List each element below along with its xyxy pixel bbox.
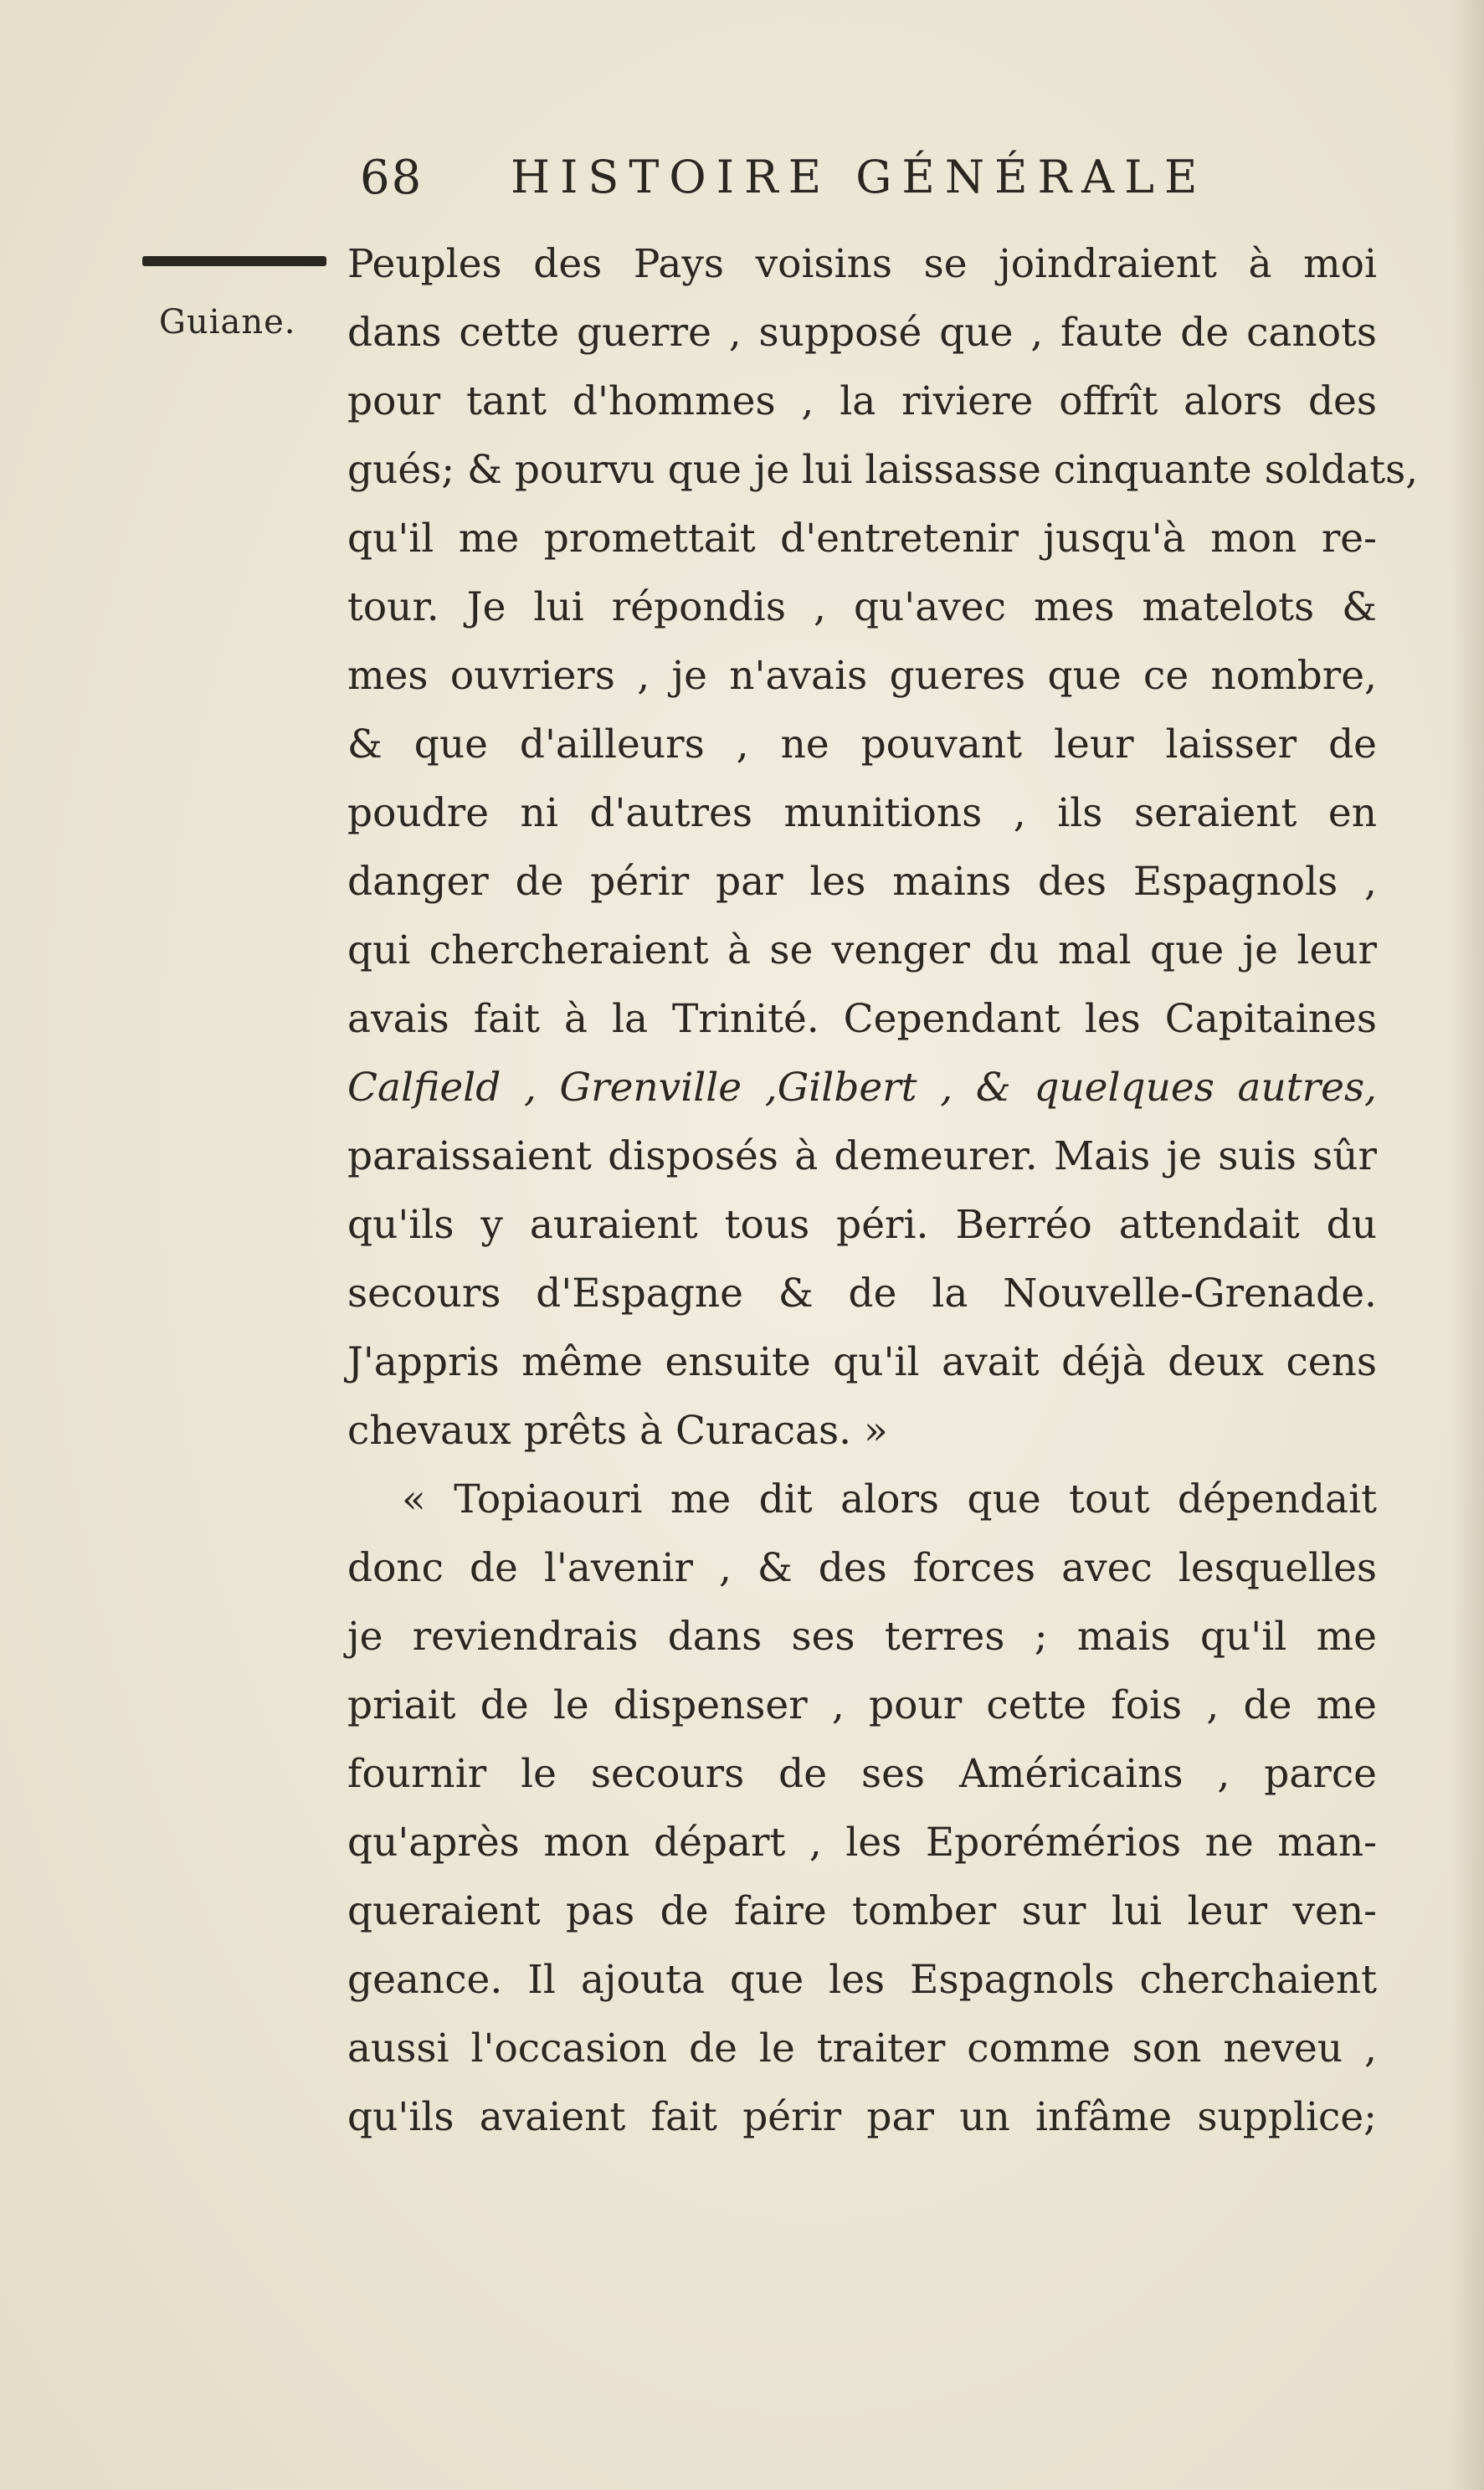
- text-line: donc de l'avenir , & des forces avec lesquelles: [347, 1545, 1377, 1591]
- text-line: dans cette guerre , supposé que , faute de canots: [347, 310, 1377, 356]
- page-fold-shadow: [1451, 0, 1484, 2490]
- text-line: aussi l'occasion de le traiter comme son neveu ,: [347, 2025, 1377, 2072]
- text-line: avais fait à la Trinité. Cependant les Capitaines: [347, 996, 1377, 1042]
- text-line: chevaux prêts à Curacas. »: [347, 1408, 888, 1454]
- text-line: gués; & pourvu que je lui laissasse cinquante soldats,: [347, 447, 1419, 493]
- text-line: paraissaient disposés à demeurer. Mais je suis sûr: [347, 1133, 1377, 1179]
- text-line: « Topiaouri me dit alors que tout dépendait: [402, 1476, 1377, 1522]
- text-line: pour tant d'hommes , la riviere offrît alors des: [347, 378, 1377, 424]
- text-line: Peuples des Pays voisins se joindraient à moi: [347, 241, 1377, 287]
- text-line: J'appris même ensuite qu'il avait déjà deux cens: [347, 1339, 1377, 1385]
- text-line: qu'il me promettait d'entretenir jusqu'à mon re-: [347, 516, 1377, 562]
- text-line: qu'après mon départ , les Eporémérios ne man-: [347, 1820, 1377, 1866]
- text-line: geance. Il ajouta que les Espagnols cherchaient: [347, 1957, 1377, 2003]
- margin-rule: [142, 256, 326, 266]
- text-line: priait de le dispenser , pour cette fois , de me: [347, 1682, 1377, 1728]
- margin-note: Guiane.: [159, 303, 296, 341]
- text-line: qu'ils y auraient tous péri. Berréo attendait du: [347, 1202, 1377, 1248]
- text-line: fournir le secours de ses Américains , parce: [347, 1751, 1377, 1797]
- text-line: Calfield , Grenville ,Gilbert , & quelques autres,: [347, 1065, 1377, 1111]
- page-number: 68: [360, 151, 424, 205]
- body-text: [347, 230, 1419, 2152]
- text-line: mes ouvriers , je n'avais gueres que ce nombre,: [347, 653, 1377, 699]
- page-header: [360, 151, 1247, 209]
- text-line: je reviendrais dans ses terres ; mais qu'il me: [347, 1614, 1377, 1660]
- running-title: HISTOIRE GÉNÉRALE: [511, 151, 1208, 203]
- text-line: & que d'ailleurs , ne pouvant leur laisser de: [347, 721, 1377, 768]
- text-line: qui chercheraient à se venger du mal que je leur: [347, 927, 1377, 973]
- text-line: danger de périr par les mains des Espagnols ,: [347, 859, 1377, 905]
- text-line: queraient pas de faire tomber sur lui leur ven-: [347, 1888, 1377, 1934]
- text-line: qu'ils avaient fait périr par un infâme supplice;: [347, 2094, 1377, 2140]
- text-line: tour. Je lui répondis , qu'avec mes matelots &: [347, 584, 1377, 630]
- text-line: secours d'Espagne & de la Nouvelle-Grenade.: [347, 1271, 1377, 1317]
- text-line: poudre ni d'autres munitions , ils seraient en: [347, 790, 1377, 836]
